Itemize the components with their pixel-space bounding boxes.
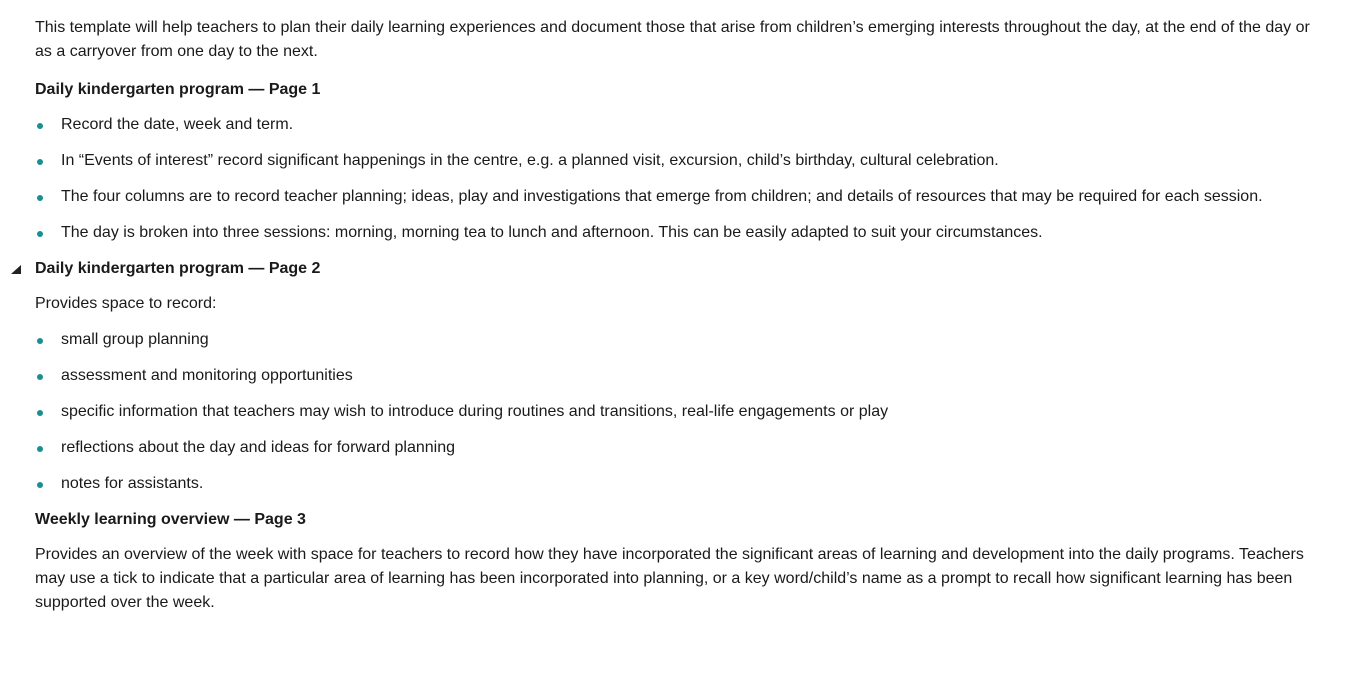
- collapse-triangle-icon[interactable]: [11, 265, 21, 274]
- list-item: specific information that teachers may wish to introduce during routines and transitions, real-life engagements or play: [35, 400, 1330, 424]
- page-2-intro: Provides space to record:: [35, 295, 217, 312]
- bullet-icon: [37, 410, 43, 416]
- section-heading-page-3: Weekly learning overview — Page 3: [35, 511, 306, 528]
- page-1-bullet-list: [35, 113, 1330, 245]
- list-item: In “Events of interest” record significant happenings in the centre, e.g. a planned visit, excursion, child’s birthday, cultural celebration.: [35, 149, 1330, 173]
- section-heading-page-2: Daily kindergarten program — Page 2: [35, 257, 1330, 281]
- list-item: notes for assistants.: [35, 472, 1330, 496]
- bullet-icon: [37, 374, 43, 380]
- bullet-icon: [37, 446, 43, 452]
- bullet-icon: [37, 338, 43, 344]
- list-item: small group planning: [35, 328, 1330, 352]
- intro-paragraph: This template will help teachers to plan their daily learning experiences and document those that arise from children’s emerging interests throughout the day, at the end of the day or as a carryover from one day to the next.: [35, 19, 1310, 60]
- section-heading-page-1: Daily kindergarten program — Page 1: [35, 81, 321, 98]
- document-body: [35, 16, 1330, 615]
- page-3-paragraph: Provides an overview of the week with space for teachers to record how they have incorporated the significant areas of learning and development into the daily programs. Teachers may use a tick to indicate that a particular area of learning has been incorporated into planning, or a key word/child’s name as a prompt to recall how significant learning has been supported over the week.: [35, 546, 1304, 611]
- list-item: reflections about the day and ideas for forward planning: [35, 436, 1330, 460]
- bullet-icon: [37, 195, 43, 201]
- list-item: assessment and monitoring opportunities: [35, 364, 1330, 388]
- bullet-icon: [37, 482, 43, 488]
- list-item: The day is broken into three sessions: morning, morning tea to lunch and afternoon. This can be easily adapted to suit your circumstances.: [35, 221, 1330, 245]
- list-item: The four columns are to record teacher planning; ideas, play and investigations that emerge from children; and details of resources that may be required for each session.: [35, 185, 1330, 209]
- bullet-icon: [37, 159, 43, 165]
- bullet-icon: [37, 123, 43, 129]
- bullet-icon: [37, 231, 43, 237]
- list-item: Record the date, week and term.: [35, 113, 1330, 137]
- page-2-bullet-list: [35, 328, 1330, 496]
